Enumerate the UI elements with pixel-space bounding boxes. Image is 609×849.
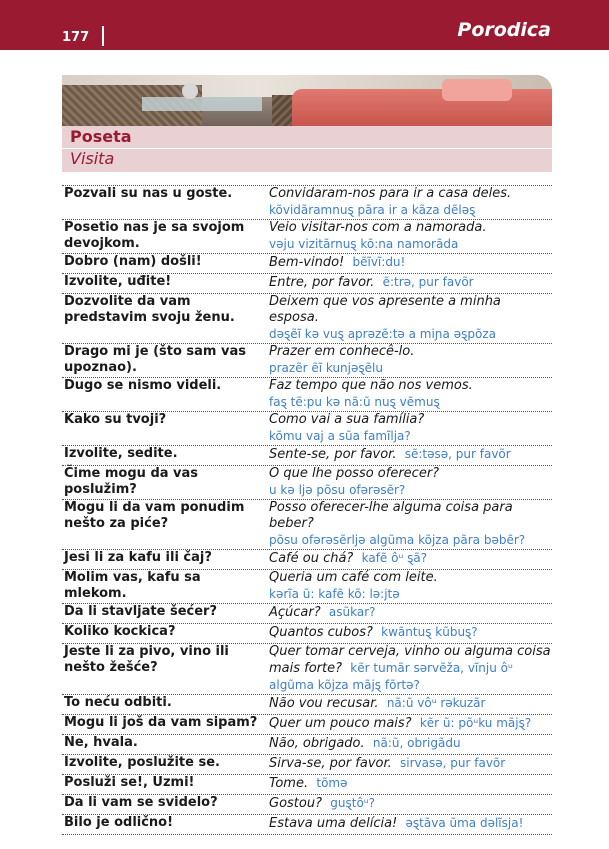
translation xyxy=(269,715,552,732)
portuguese-phrase: Quer um pouco mais? xyxy=(269,716,412,731)
page-number: 177 xyxy=(62,30,90,45)
pronunciation: bẽĩvĩ:du! xyxy=(352,255,406,269)
translation xyxy=(269,815,552,832)
pronunciation: əȿtãva ũma dəlĩsja! xyxy=(405,816,524,830)
portuguese-phrase: Não vou recusar. xyxy=(269,696,379,711)
portuguese-phrase: Convidaram-nos para ir a casa deles. xyxy=(269,186,512,201)
translation xyxy=(269,378,552,411)
phrase-row xyxy=(62,185,552,219)
translation xyxy=(269,274,552,291)
phrase-row xyxy=(62,465,552,499)
section-header xyxy=(62,126,552,172)
phrase-row xyxy=(62,814,552,835)
pronunciation: põsu ofərəsẽrljə algũma kõjza pãra bəbẽr? xyxy=(269,533,526,547)
serbian-phrase: Molim vas, kafu sa mlekom. xyxy=(64,570,201,601)
pronunciation: prazẽr ẽĩ kunjəȿẽlu xyxy=(269,361,383,375)
section-title: Poseta xyxy=(70,127,132,146)
photo-glass-table xyxy=(142,97,262,111)
portuguese-phrase: Entre, por favor. xyxy=(269,275,375,290)
chapter-title: Porodica xyxy=(457,19,551,41)
serbian-phrase: Čime mogu da vas poslužim? xyxy=(64,466,199,497)
pronunciation: dəȿẽĩ kə vuȿ aprəzẽ:tə a miɲa əȿpõza xyxy=(269,327,496,341)
phrase-row xyxy=(62,219,552,253)
translation xyxy=(269,695,552,712)
portuguese-phrase: Estava uma delícia! xyxy=(269,816,398,831)
translation xyxy=(269,735,552,752)
pronunciation: faȿ tẽ:pu kə nã:ũ nuȿ vẽmuȿ xyxy=(269,395,440,409)
translation xyxy=(269,344,552,377)
serbian-phrase: Drago mi je (što sam vas upoznao). xyxy=(64,344,246,375)
pronunciation: sirvasə, pur favõr xyxy=(400,756,506,770)
pronunciation: sẽ:təsə, pur favõr xyxy=(404,447,511,461)
phrase-table xyxy=(62,185,552,835)
portuguese-phrase: Posso oferecer-lhe alguma coisa para beber? xyxy=(269,500,513,531)
phrase-row xyxy=(62,774,552,794)
serbian-phrase: Jesi li za kafu ili čaj? xyxy=(64,550,212,565)
portuguese-phrase: Faz tempo que não nos vemos. xyxy=(269,378,473,393)
phrase-row xyxy=(62,694,552,714)
portuguese-phrase: Prazer em conhecê-lo. xyxy=(269,344,415,359)
pronunciation: kərĩa ũ: kafẽ kõ: lə:jtə xyxy=(269,587,400,601)
serbian-phrase: Izvolite, sedite. xyxy=(64,446,178,461)
translation xyxy=(269,550,552,567)
serbian-phrase: Izvolite, poslužite se. xyxy=(64,755,220,770)
translation xyxy=(269,755,552,772)
translation xyxy=(269,412,552,445)
portuguese-phrase: Deixem que vos apresente a minha esposa. xyxy=(269,294,501,325)
portuguese-phrase: Queria um café com leite. xyxy=(269,570,438,585)
serbian-phrase: Dobro (nam) došli! xyxy=(64,254,202,269)
phrase-row xyxy=(62,411,552,445)
phrase-row xyxy=(62,734,552,754)
serbian-phrase: Da li stavljate šećer? xyxy=(64,604,217,619)
phrase-row xyxy=(62,273,552,293)
pronunciation: kwãntuȿ kũbuȿ? xyxy=(381,625,478,639)
page-number-divider xyxy=(102,26,104,46)
phrase-row xyxy=(62,377,552,411)
pronunciation: kẽr tumãr sərvẽža, vĩnju ôᵘ algũma kõjza mãjȿ fõrtə? xyxy=(269,661,513,692)
serbian-phrase: Posetio nas je sa svojom devojkom. xyxy=(64,220,245,251)
phrase-row xyxy=(62,714,552,734)
phrase-row xyxy=(62,643,552,694)
phrase-row xyxy=(62,754,552,774)
photo-cushion xyxy=(442,79,512,101)
translation xyxy=(269,604,552,621)
translation xyxy=(269,294,552,343)
portuguese-phrase: Quantos cubos? xyxy=(269,625,373,640)
serbian-phrase: Kako su tvoji? xyxy=(64,412,167,427)
translation xyxy=(269,500,552,549)
pronunciation: guȿtôᵘ? xyxy=(330,796,376,810)
photo-vase xyxy=(182,83,198,99)
serbian-phrase: Jeste li za pivo, vino ili nešto žešće? xyxy=(64,644,229,675)
header-bar xyxy=(0,0,609,50)
phrase-row xyxy=(62,794,552,814)
portuguese-phrase: Gostou? xyxy=(269,796,322,811)
translation xyxy=(269,254,552,271)
serbian-phrase: Pozvali su nas u goste. xyxy=(64,186,233,201)
section-subtitle: Visita xyxy=(70,149,115,168)
portuguese-phrase: Café ou chá? xyxy=(269,551,354,566)
living-room-photo xyxy=(62,75,552,126)
portuguese-phrase: O que lhe posso oferecer? xyxy=(269,466,440,481)
translation xyxy=(269,570,552,603)
translation xyxy=(269,186,552,219)
pronunciation: vəju vizitãrnuȿ kõ:na namorãda xyxy=(269,237,459,251)
pronunciation: kafẽ ôᵘ ȿã? xyxy=(361,551,428,565)
pronunciation: nã:ũ vôᵘ rəkuzãr xyxy=(386,696,486,710)
serbian-phrase: Izvolite, uđite! xyxy=(64,274,172,289)
photo-sofa xyxy=(292,89,552,126)
phrase-row xyxy=(62,499,552,549)
portuguese-phrase: Bem-vindo! xyxy=(269,255,345,270)
phrase-row xyxy=(62,623,552,643)
portuguese-phrase: Quer tomar cerveja, vinho ou alguma coisa mais forte? xyxy=(269,644,551,676)
phrase-row xyxy=(62,569,552,603)
translation xyxy=(269,795,552,812)
portuguese-phrase: Açúcar? xyxy=(269,605,321,620)
translation xyxy=(269,446,552,463)
phrase-row xyxy=(62,293,552,343)
serbian-phrase: Da li vam se svidelo? xyxy=(64,795,218,810)
pronunciation: kõmu vaj a sũa famĩlja? xyxy=(269,429,411,443)
pronunciation: ẽ:trə, pur favõr xyxy=(382,275,474,289)
pronunciation: kõvidãramnuȿ pãra ir a kãza dẽləȿ xyxy=(269,203,476,217)
translation xyxy=(269,220,552,253)
phrase-row xyxy=(62,445,552,465)
serbian-phrase: Bilo je odlično! xyxy=(64,815,174,830)
phrase-row xyxy=(62,343,552,377)
section-divider xyxy=(62,148,552,149)
translation xyxy=(269,775,552,792)
portuguese-phrase: Não, obrigado. xyxy=(269,736,365,751)
pronunciation: tõmə xyxy=(316,776,348,790)
serbian-phrase: Koliko kockica? xyxy=(64,624,176,639)
portuguese-phrase: Sirva-se, por favor. xyxy=(269,756,392,771)
pronunciation: asũkar? xyxy=(328,605,376,619)
phrase-row xyxy=(62,549,552,569)
translation xyxy=(269,466,552,499)
serbian-phrase: Dugo se nismo videli. xyxy=(64,378,222,393)
portuguese-phrase: Como vai a sua família? xyxy=(269,412,425,427)
serbian-phrase: Posluži se!, Uzmi! xyxy=(64,775,195,790)
serbian-phrase: Ne, hvala. xyxy=(64,735,138,750)
phrase-row xyxy=(62,603,552,623)
serbian-phrase: Mogu li još da vam sipam? xyxy=(64,715,258,730)
portuguese-phrase: Sente-se, por favor. xyxy=(269,447,397,462)
serbian-phrase: To neću odbiti. xyxy=(64,695,172,710)
portuguese-phrase: Veio visitar-nos com a namorada. xyxy=(269,220,487,235)
phrase-row xyxy=(62,253,552,273)
pronunciation: kẽr ũ: põᵘku mãjȿ? xyxy=(419,716,532,730)
portuguese-phrase: Tome. xyxy=(269,776,309,791)
translation xyxy=(269,624,552,641)
serbian-phrase: Dozvolite da vam predstavim svoju ženu. xyxy=(64,294,235,325)
translation xyxy=(269,644,552,694)
pronunciation: nã:ũ, obrigãdu xyxy=(372,736,461,750)
serbian-phrase: Mogu li da vam ponudim nešto za piće? xyxy=(64,500,245,531)
pronunciation: u kə ljə põsu ofərəsẽr? xyxy=(269,483,406,497)
